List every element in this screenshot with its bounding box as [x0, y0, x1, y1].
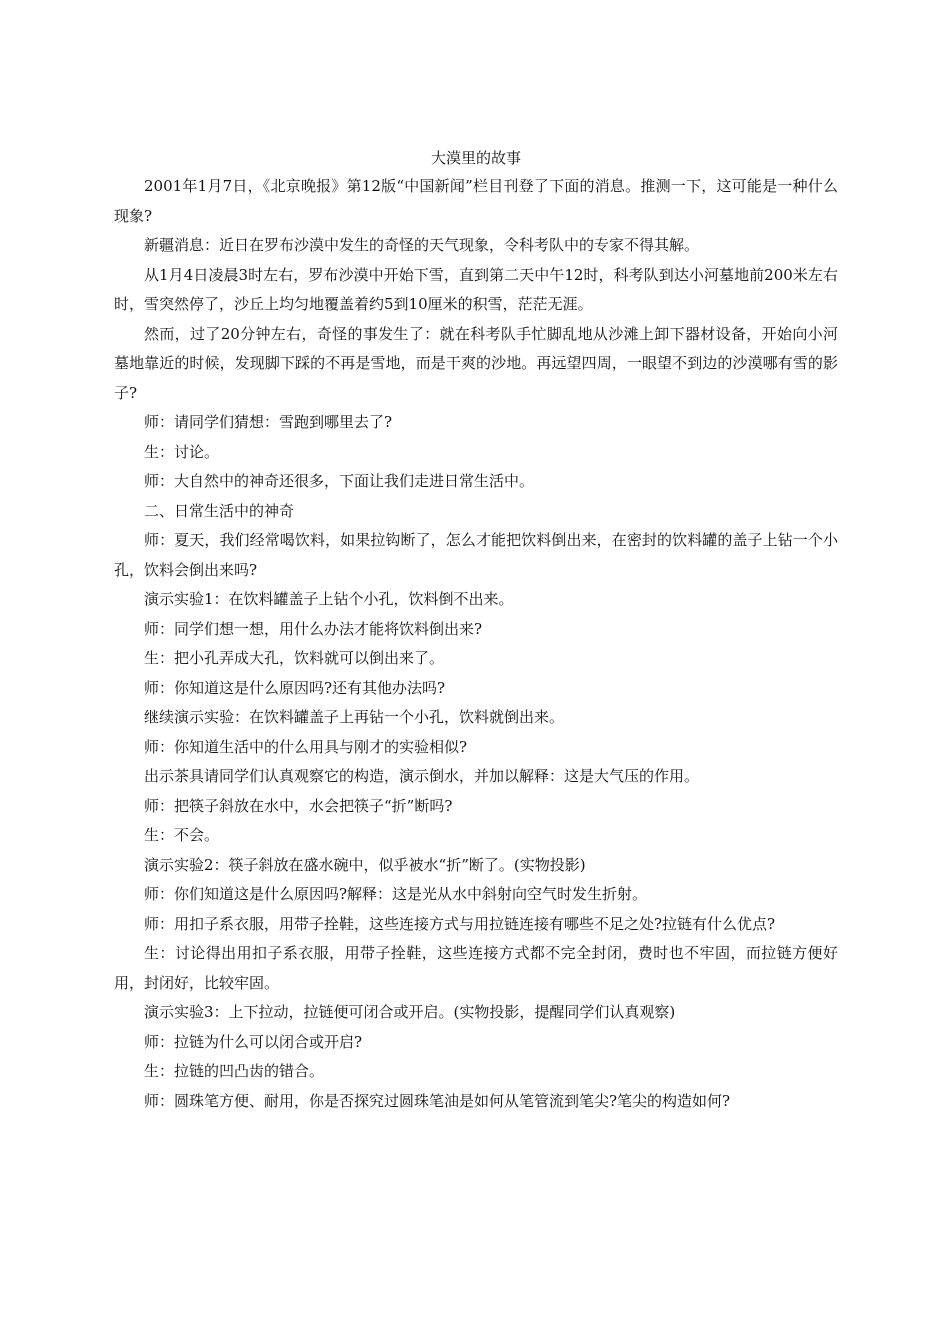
paragraph: 师：拉链为什么可以闭合或开启?	[144, 1032, 363, 1051]
paragraph: 生：讨论。	[144, 442, 220, 461]
paragraph: 师：圆珠笔方便、耐用，你是否探究过圆珠笔油是如何从笔管流到笔尖?笔尖的构造如何?	[144, 1091, 731, 1110]
paragraph: 师：大自然中的神奇还很多，下面让我们走进日常生活中。	[144, 472, 535, 490]
paragraph: 生：拉链的凹凸齿的错合。	[144, 1062, 325, 1080]
document-page	[114, 146, 838, 1116]
paragraph: 师：你们知道这是什么原因吗?解释：这是光从水中斜射向空气时发生折射。	[144, 885, 648, 903]
paragraph: 演示实验1：在饮料罐盖子上钻个小孔，饮料倒不出来。	[144, 590, 514, 608]
paragraph: 从1月4日凌晨3时左右，罗布沙漠中开始下雪，直到第二天中午12时，科考队到达小河墓地前200米左右时，雪突然停了，沙丘上均匀地覆盖着约5到10厘米的积雪，茫茫无涯。	[114, 265, 838, 313]
paragraph: 然而，过了20分钟左右，奇怪的事发生了：就在科考队手忙脚乱地从沙滩上卸下器材设备，开始向小河墓地靠近的时候，发现脚下踩的不再是雪地，而是干爽的沙地。再远望四周，一眼望不到边的沙漠哪有雪的影子?	[114, 324, 838, 402]
paragraph: 师：同学们想一想，用什么办法才能将饮料倒出来?	[144, 619, 483, 638]
paragraph: 师：夏天，我们经常喝饮料，如果拉钩断了，怎么才能把饮料倒出来，在密封的饮料罐的盖子上钻一个小孔，饮料会倒出来吗?	[114, 531, 838, 579]
paragraph: 2001年1月7日，《北京晚报》第12版“中国新闻”栏目刊登了下面的消息。推测一下，这可能是一种什么现象?	[114, 177, 838, 225]
paragraph: 演示实验2：筷子斜放在盛水碗中，似乎被水“折”断了。(实物投影)	[144, 855, 586, 874]
paragraph: 新疆消息：近日在罗布沙漠中发生的奇怪的天气现象，令科考队中的专家不得其解。	[144, 236, 700, 254]
section-heading: 二、日常生活中的神奇	[144, 501, 295, 520]
document-title: 大漠里的故事	[430, 149, 521, 167]
paragraph: 继续演示实验：在饮料罐盖子上再钻一个小孔，饮料就倒出来。	[144, 708, 565, 726]
paragraph: 出示茶具请同学们认真观察它的构造，演示倒水，并加以解释：这是大气压的作用。	[144, 767, 700, 785]
paragraph: 生：把小孔弄成大孔，饮料就可以倒出来了。	[144, 649, 445, 667]
paragraph: 生：不会。	[144, 826, 220, 844]
paragraph: 生：讨论得出用扣子系衣服，用带子拴鞋，这些连接方式都不完全封闭，费时也不牢固，而拉链方便好用，封闭好，比较牢固。	[114, 944, 838, 992]
paragraph: 师：请同学们猜想：雪跑到哪里去了?	[144, 413, 393, 431]
document-body	[114, 172, 838, 1116]
paragraph: 师：把筷子斜放在水中，水会把筷子“折”断吗?	[144, 796, 453, 815]
paragraph: 演示实验3：上下拉动，拉链便可闭合或开启。(实物投影，提醒同学们认真观察)	[144, 1003, 676, 1021]
paragraph: 师：你知道这是什么原因吗?还有其他办法吗?	[144, 678, 446, 697]
paragraph: 师：用扣子系衣服，用带子拴鞋，这些连接方式与用拉链连接有哪些不足之处?拉链有什么优点?	[144, 914, 776, 933]
paragraph: 师：你知道生活中的什么用具与刚才的实验相似?	[144, 737, 468, 756]
